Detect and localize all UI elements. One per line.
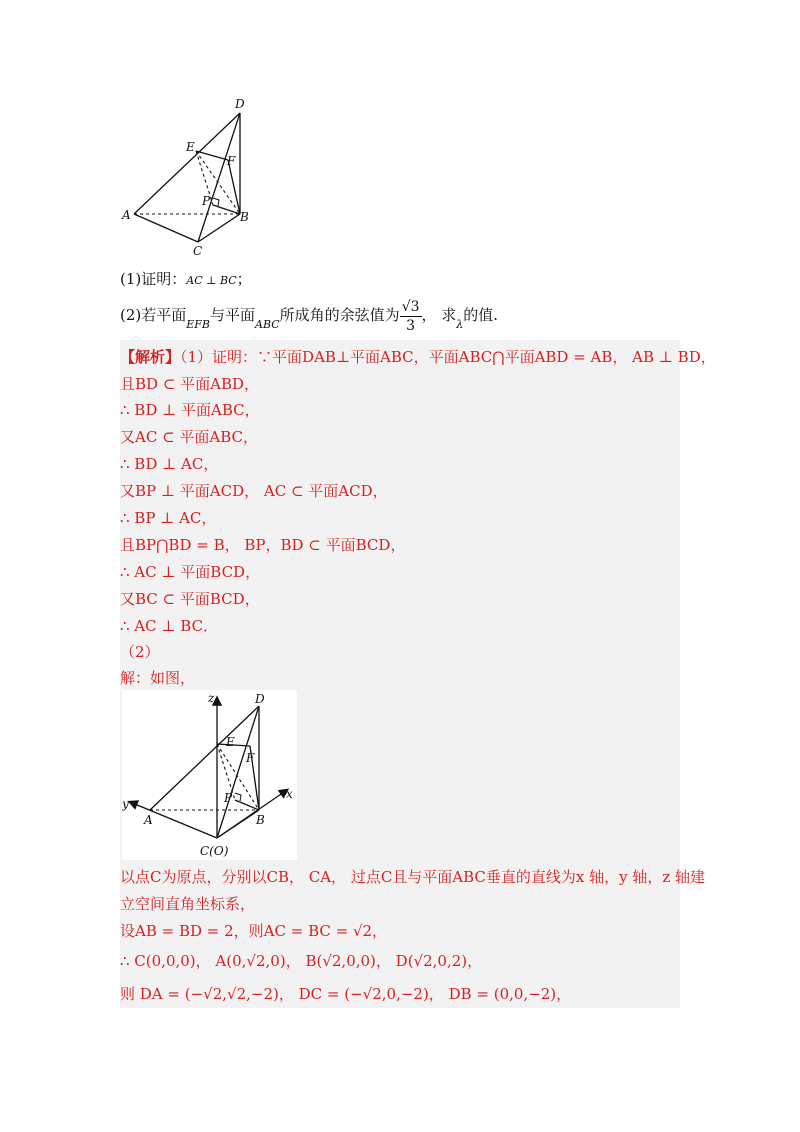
question-2-plane-efb: EFB [186,318,210,331]
cosine-fraction [400,300,422,333]
label-c-origin: C(O) [200,844,229,858]
fraction-denominator: 3 [406,317,416,334]
label-a: A [122,208,131,222]
label-a: A [144,813,153,827]
label-e: E [226,735,235,749]
solution-line-2: 且BD ⊂ 平面ABD， [120,375,260,393]
question-1-prefix: (1)证明： [120,270,187,288]
label-e: E [186,140,195,154]
solution-line-9: ∴ AC ⊥ 平面BCD， [120,563,261,581]
solution-tag: 【解析】 [120,348,181,366]
question-1-suffix: ； [236,270,252,288]
question-2-prefix: (2)若平面 [120,306,187,324]
question-2-end: 的值. [463,306,499,324]
question-1 [120,268,252,289]
solution-after-2: 立空间直角坐标系， [120,895,256,913]
solution-text-1: （1）证明：∵平面DAB⊥平面ABC，平面ABC⋂平面ABD = AB， AB ⊥ BD， [180,348,716,366]
solution-after-5: 则 DA = (−√2,√2,−2)， DC = (−√2,0,−2)， DB = (0,0,−2)， [120,985,572,1003]
solution-line-7: ∴ BP ⊥ AC， [120,509,217,527]
solution-after-3: 设AB = BD = 2，则AC = BC = √2， [120,922,388,940]
solution-line-6: 又BP ⊥ 平面ACD， AC ⊂ 平面ACD， [120,482,388,500]
label-y: y [122,797,129,811]
label-x: x [286,787,293,801]
question-2-mid: 与平面 [210,306,256,324]
solution-line-12: （2） [120,643,160,661]
label-d: D [255,692,265,706]
label-b: B [240,210,249,224]
label-f: F [246,751,255,765]
lambda-symbol: λ [456,318,464,331]
solution-line-13: 解：如图， [120,669,196,687]
edge-ac [134,214,198,242]
figure-2-coordinate-system [122,690,297,860]
solution-line-1 [120,346,716,367]
question-1-math: AC ⊥ BC [186,274,237,287]
solution-line-11: ∴ AC ⊥ BC． [120,617,219,635]
label-p: P [224,791,233,805]
edge-cb [217,810,259,838]
solution-line-4: 又AC ⊂ 平面ABC， [120,428,259,446]
edge-bp [213,205,240,214]
solution-line-8: 且BP⋂BD = B， BP，BD ⊂ 平面BCD， [120,536,406,554]
figure-1-tetrahedron [118,95,258,260]
fraction-numerator: √3 [401,298,420,315]
solution-after-1: 以点C为原点，分别以CB， CA， 过点C且与平面ABC垂直的直线为x 轴，y 轴，z 轴建 [120,868,706,886]
question-2 [120,298,498,332]
label-p: P [202,194,211,208]
solution-line-3: ∴ BD ⊥ 平面ABC， [120,401,260,419]
label-d: D [235,97,245,111]
question-2-ask: ， 求 [421,306,457,324]
label-b: B [256,813,265,827]
edge-cb [198,214,240,242]
solution-line-5: ∴ BD ⊥ AC， [120,455,219,473]
solution-after-4: ∴ C(0,0,0)， A(0,√2,0)， B(√2,0,0)， D(√2,0,2)， [120,952,483,970]
label-f: F [227,154,236,168]
question-2-angle-text: 所成角的余弦值为 [279,306,400,324]
edge-ef [196,151,228,160]
label-z: z [208,691,215,705]
question-2-plane-abc: ABC [255,318,280,331]
label-c: C [193,244,203,258]
solution-line-10: 又BC ⊂ 平面BCD， [120,590,260,608]
